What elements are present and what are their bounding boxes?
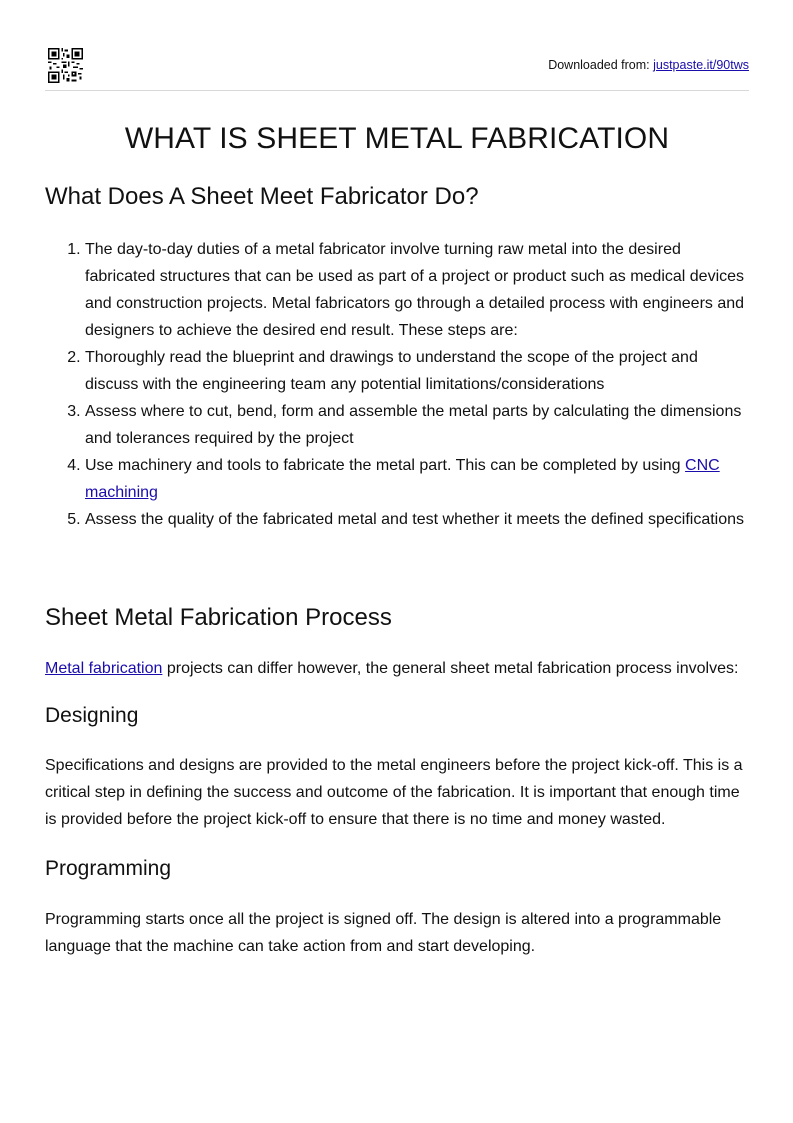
article-body	[45, 180, 751, 960]
steps-list	[45, 236, 751, 533]
subheading-programming: Programming	[45, 857, 172, 880]
process-intro-text: projects can differ however, the general sheet metal fabrication process involves:	[162, 660, 739, 677]
cnc-machining-link[interactable]: CNC machining	[85, 457, 720, 501]
downloaded-from	[548, 58, 749, 72]
metal-fabrication-link[interactable]: Metal fabrication	[45, 660, 163, 677]
list-item-text: Use machinery and tools to fabricate the metal part. This can be completed by using	[85, 457, 686, 474]
programming-paragraph: Programming starts once all the project is signed off. The design is altered into a programmable language that the machine can take action from and start developing.	[45, 911, 722, 955]
list-item: 1. The day-to-day duties of a metal fabricator involve turning raw metal into the desired fabricated structures that can be used as part of a project or product such as medical devices and construction projects. Metal fabricators go through a detailed process with engineers and designers to achieve the desired end result. These steps are:	[85, 236, 751, 344]
list-item: 3. Assess where to cut, bend, form and assemble the metal parts by calculating the dimensions and tolerances required by the project	[85, 398, 751, 452]
list-item: 2. Thoroughly read the blueprint and drawings to understand the scope of the project and discuss with the engineering team any potential limitations/considerations	[85, 344, 751, 398]
qr-code-icon	[48, 48, 83, 83]
subheading-designing: Designing	[45, 704, 139, 727]
list-item: 5. Assess the quality of the fabricated metal and test whether it meets the defined specifications	[85, 506, 751, 533]
source-link[interactable]: justpaste.it/90tws	[653, 58, 749, 72]
section-heading-fabricator: What Does A Sheet Meet Fabricator Do?	[45, 183, 479, 210]
downloaded-label: Downloaded from:	[548, 58, 654, 72]
section-heading-process: Sheet Metal Fabrication Process	[45, 604, 392, 631]
designing-paragraph: Specifications and designs are provided to the metal engineers before the project kick-off. This is a critical step in defining the success and outcome of the fabrication. It is important that enough time is provided before the project kick-off to ensure that there is no time and money wasted.	[45, 757, 743, 828]
list-item	[85, 452, 751, 506]
page-title: WHAT IS SHEET METAL FABRICATION	[124, 122, 670, 155]
page-header	[45, 46, 749, 91]
process-intro	[45, 655, 751, 682]
